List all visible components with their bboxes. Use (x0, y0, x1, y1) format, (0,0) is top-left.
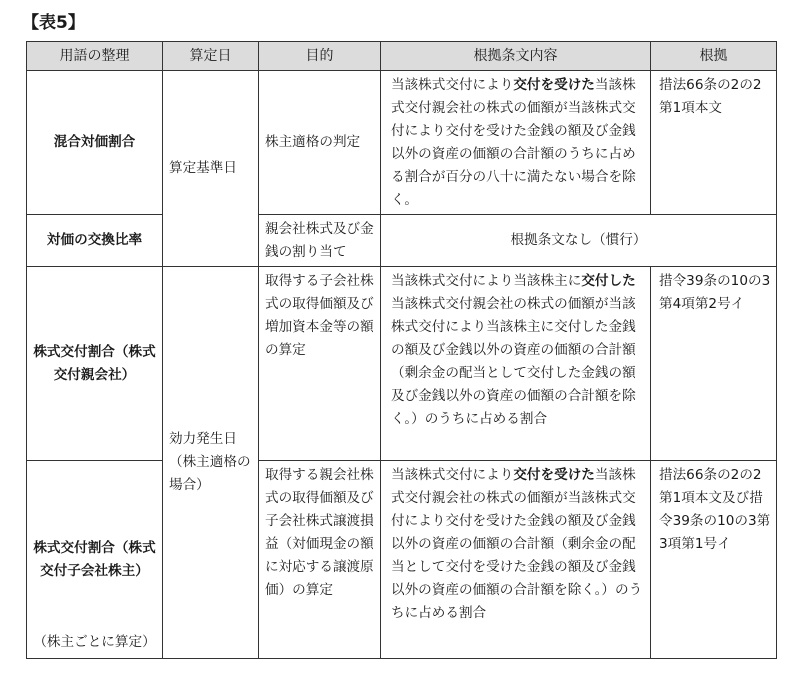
basis-emphasis: 交付を受けた (513, 77, 595, 93)
purpose-cell: 親会社株式及び金銭の割り当て (259, 215, 381, 267)
basis-cell (381, 71, 651, 215)
basis-text: 当該株式交付により (391, 77, 514, 93)
term-label: 株式交付割合（株式交付子会社株主） (33, 539, 156, 579)
header-purpose: 目的 (259, 42, 381, 71)
table-row (27, 215, 777, 267)
purpose-cell: 取得する子会社株式の取得価額及び増加資本金等の額の算定 (259, 267, 381, 461)
ref-cell: 措法66条の2の2第1項本文 (651, 71, 777, 215)
header-row (27, 42, 777, 71)
header-term: 用語の整理 (27, 42, 163, 71)
header-ref: 根拠 (651, 42, 777, 71)
basis-cell (381, 267, 651, 461)
table-row (27, 461, 777, 659)
date-cell: 効力発生日（株主適格の場合） (163, 267, 259, 659)
basis-cell: 根拠条文なし（慣行） (381, 215, 777, 267)
header-basis: 根拠条文内容 (381, 42, 651, 71)
term-cell: 対価の交換比率 (27, 215, 163, 267)
basis-cell (381, 461, 651, 659)
table-row (27, 267, 777, 461)
definitions-table (26, 41, 777, 659)
purpose-cell: 取得する親会社株式の取得価額及び子会社株式譲渡損益（対価現金の額に対応する譲渡原価）の算定 (259, 461, 381, 659)
date-cell: 算定基準日 (163, 71, 259, 267)
term-cell: 混合対価割合 (27, 71, 163, 215)
basis-text: 当該株式交付親会社の株式の価額が当該株式交付により交付を受けた金銭の額及び金銭以外の資産の価額の合計額のうちに占める割合が百分の八十に満たない場合を除く。 (391, 77, 636, 208)
basis-text: 当該株式交付により当該株主に (391, 273, 582, 289)
basis-emphasis: 交付を受けた (513, 467, 595, 483)
term-note: （株主ごとに算定） (33, 634, 156, 650)
term-cell (27, 461, 163, 659)
basis-text: 当該株式交付親会社の株式の価額が当該株式交付により当該株主に交付した金銭の額及び金銭以外の資産の価額の合計額（剰余金の配当として交付した金銭の額及び金銭以外の資産の価額の合計額を除く。）のうちに占める割合 (391, 296, 636, 427)
basis-emphasis: 交付した (581, 273, 636, 289)
ref-cell: 措法66条の2の2第1項本文及び措令39条の10の3第3項第1号イ (651, 461, 777, 659)
purpose-cell: 株主適格の判定 (259, 71, 381, 215)
table-title: 【表5】 (22, 13, 85, 33)
basis-text: 当該株式交付により (391, 467, 514, 483)
basis-text: 当該株式交付親会社の株式の価額が当該株式交付により交付を受けた金銭の額及び金銭以外の資産の価額の合計額（剰余金の配当として交付を受けた金銭の額及び金銭以外の資産の価額の合計額を除く。）のうちに占める割合 (391, 467, 643, 621)
term-cell: 株式交付割合（株式交付親会社） (27, 267, 163, 461)
header-date: 算定日 (163, 42, 259, 71)
ref-cell: 措令39条の10の3第4項第2号イ (651, 267, 777, 461)
table-row (27, 71, 777, 215)
